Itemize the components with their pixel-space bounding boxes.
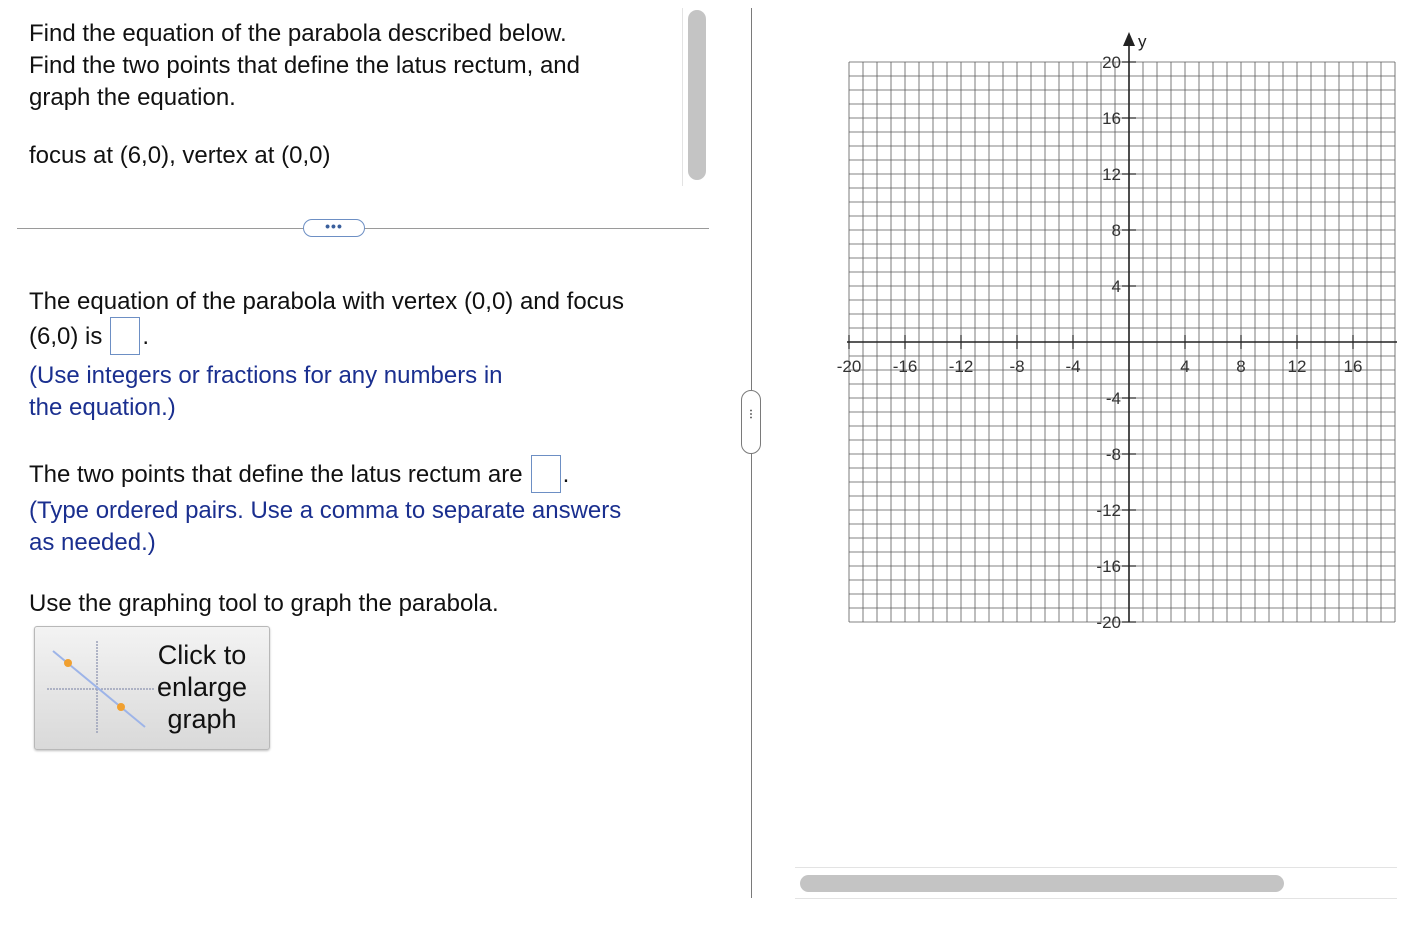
problem-scrollbar-thumb[interactable] bbox=[688, 10, 706, 180]
enlarge-graph-button[interactable] bbox=[34, 626, 270, 750]
equation-question-prefix: (6,0) is bbox=[29, 323, 103, 350]
latus-question-prefix: The two points that define the latus rectum are bbox=[29, 461, 523, 488]
x-tick-label: -4 bbox=[1065, 357, 1081, 376]
y-tick-label: 20 bbox=[1102, 53, 1121, 72]
x-tick-label: 12 bbox=[1287, 357, 1307, 376]
y-tick-label: -8 bbox=[1105, 445, 1121, 464]
latus-question-suffix: . bbox=[562, 461, 570, 488]
expand-more-button[interactable]: ••• bbox=[303, 219, 365, 237]
enlarge-graph-label-line-2: enlarge bbox=[156, 672, 248, 702]
equation-question bbox=[29, 286, 689, 424]
x-tick-label: -16 bbox=[892, 357, 918, 376]
y-tick-label: -16 bbox=[1096, 557, 1121, 576]
y-tick-label: 16 bbox=[1102, 109, 1121, 128]
latus-answer-input[interactable] bbox=[531, 455, 561, 493]
coordinate-grid[interactable] bbox=[790, 0, 1414, 680]
splitter-handle[interactable]: ⋮ bbox=[741, 390, 761, 454]
given-conditions: focus at (6,0), vertex at (0,0) bbox=[29, 142, 331, 169]
problem-line-1: Find the equation of the parabola described below. bbox=[29, 20, 567, 47]
equation-answer-input[interactable] bbox=[110, 317, 140, 355]
enlarge-graph-label-line-1: Click to bbox=[157, 640, 247, 670]
y-tick-label: -4 bbox=[1105, 389, 1121, 408]
y-tick-label: 12 bbox=[1102, 165, 1121, 184]
enlarge-graph-label-line-3: graph bbox=[167, 704, 237, 734]
y-tick-label: -12 bbox=[1096, 501, 1121, 520]
latus-hint-line-1: (Type ordered pairs. Use a comma to separate answers bbox=[29, 496, 622, 524]
equation-hint-line-2: the equation.) bbox=[29, 394, 176, 421]
x-tick-label: -8 bbox=[1009, 357, 1025, 376]
y-axis-arrow-icon bbox=[1123, 32, 1135, 46]
equation-hint-line-1: (Use integers or fractions for any numbers in bbox=[29, 362, 503, 389]
graph-instruction: Use the graphing tool to graph the parabola. bbox=[29, 590, 499, 617]
latus-rectum-question bbox=[29, 459, 689, 559]
y-tick-label: 4 bbox=[1111, 277, 1121, 296]
problem-statement bbox=[29, 18, 669, 172]
y-axis-label: y bbox=[1138, 32, 1147, 51]
latus-question-line bbox=[29, 456, 689, 495]
equation-question-line-1: The equation of the parabola with vertex (0,0) and focus bbox=[29, 288, 625, 315]
graph-thumbnail-icon bbox=[45, 637, 155, 737]
graph-scrollbar-thumb[interactable] bbox=[800, 875, 1284, 892]
x-tick-label: -12 bbox=[948, 357, 974, 376]
y-tick-label: 8 bbox=[1111, 221, 1121, 240]
equation-question-suffix: . bbox=[142, 323, 150, 350]
equation-question-line-2 bbox=[29, 314, 689, 360]
enlarge-graph-label bbox=[147, 639, 257, 735]
x-tick-label: -20 bbox=[836, 357, 862, 376]
x-tick-label: 4 bbox=[1180, 357, 1190, 376]
latus-hint-line-2: as needed.) bbox=[29, 528, 156, 556]
y-tick-label: -20 bbox=[1096, 613, 1121, 632]
x-tick-label: 8 bbox=[1236, 357, 1246, 376]
problem-line-2: Find the two points that define the latus rectum, and bbox=[29, 52, 580, 79]
x-tick-label: 16 bbox=[1343, 357, 1363, 376]
problem-line-3: graph the equation. bbox=[29, 84, 236, 111]
